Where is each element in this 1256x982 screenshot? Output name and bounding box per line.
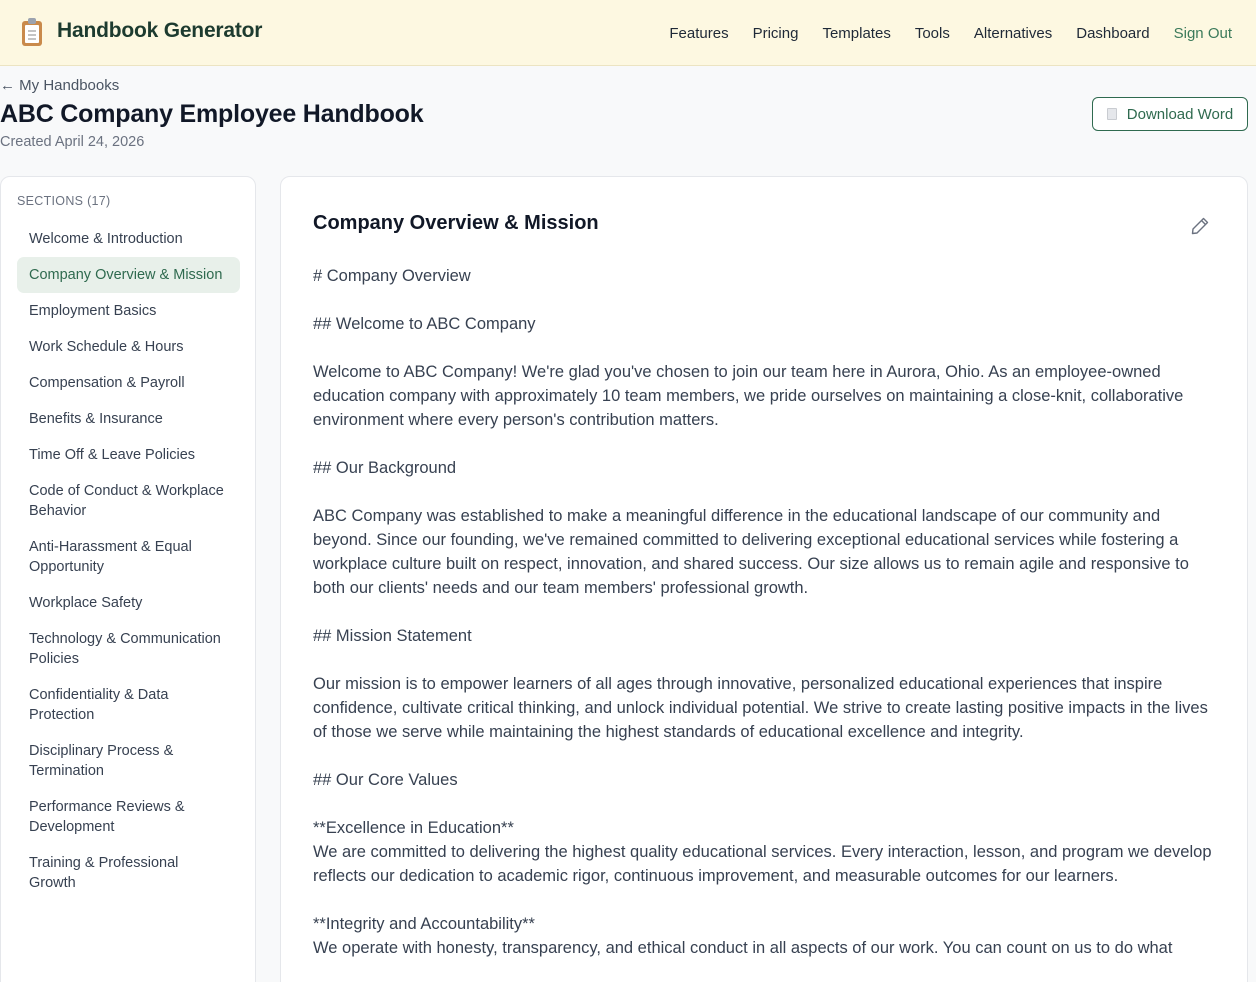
back-to-handbooks-link[interactable]: ← My Handbooks (0, 77, 120, 94)
nav-pricing[interactable]: Pricing (752, 24, 799, 42)
document-icon (1107, 108, 1117, 120)
section-content-panel (280, 176, 1248, 982)
sidebar-section-item[interactable]: Performance Reviews & Development (29, 799, 185, 835)
sidebar-section-item[interactable]: Company Overview & Mission (17, 257, 240, 293)
download-word-button[interactable] (1092, 97, 1248, 131)
nav-dashboard[interactable]: Dashboard (1076, 24, 1150, 42)
sidebar-section-item[interactable]: Welcome & Introduction (29, 231, 183, 247)
sections-sidebar (0, 176, 256, 982)
created-date: Created April 24, 2026 (0, 134, 145, 150)
sidebar-section-item[interactable]: Disciplinary Process & Termination (29, 743, 174, 779)
main-nav (645, 0, 1256, 66)
top-navbar (0, 0, 1256, 66)
nav-alternatives[interactable]: Alternatives (973, 24, 1053, 42)
sidebar-section-item[interactable]: Technology & Communication Policies (29, 631, 221, 667)
download-word-label: Download Word (1126, 105, 1234, 123)
nav-features[interactable]: Features (669, 24, 729, 42)
nav-tools[interactable]: Tools (914, 24, 950, 42)
sidebar-section-item[interactable]: Work Schedule & Hours (29, 339, 184, 355)
sidebar-section-item[interactable]: Compensation & Payroll (29, 375, 185, 391)
page-title: ABC Company Employee Handbook (0, 100, 424, 128)
sidebar-section-item[interactable]: Employment Basics (29, 303, 157, 319)
sign-out-link[interactable]: Sign Out (1173, 24, 1232, 42)
sidebar-section-item[interactable]: Training & Professional Growth (29, 855, 179, 891)
clipboard-icon (20, 18, 44, 46)
brand-name[interactable]: Handbook Generator (57, 19, 263, 42)
sections-list (17, 221, 240, 901)
sidebar-section-item[interactable]: Confidentiality & Data Protection (29, 687, 169, 723)
pencil-icon[interactable] (1189, 215, 1211, 237)
sections-heading: SECTIONS (17) (17, 194, 111, 208)
sidebar-section-item[interactable]: Anti-Harassment & Equal Opportunity (29, 539, 192, 575)
section-body-text[interactable]: # Company Overview ## Welcome to ABC Company Welcome to ABC Company! We're glad you've chosen to join our team here in Aurora, Ohio. As an employee-owned education company with approximately 10 team members, we pride ourselves on maintaining a close-knit, collaborative environment where every person's contribution matters. ## Our Background ABC Company was established to make a meaningful difference in the educational landscape of our community and beyond. Since our founding, we've remained committed to delivering exceptional educational services while fostering a workplace culture built on respect, innovation, and shared success. Our size allows us to remain agile and responsive to both our clients' needs and our team members' professional growth. ## Mission Statement Our mission is to empower learners of all ages through innovative, personalized educational experiences that inspire confidence, cultivate critical thinking, and unlock individual potential. We strive to create lasting positive impacts in the lives of those we serve while maintaining the highest standards of educational excellence and integrity. ## Our Core Values **Excellence in Education** We are committed to delivering the highest quality educational services. Every interaction, lesson, and program we develop reflects our dedication to academic rigor, continuous improvement, and measurable outcomes for our learners. **Integrity and Accountability** We operate with honesty, transparency, and ethical conduct in all aspects of our work. You can count on us to do what (313, 267, 1212, 957)
sidebar-section-item[interactable]: Time Off & Leave Policies (29, 447, 196, 463)
sidebar-section-item[interactable]: Benefits & Insurance (29, 411, 163, 427)
sidebar-section-item[interactable]: Code of Conduct & Workplace Behavior (29, 483, 224, 519)
section-title: Company Overview & Mission (313, 212, 599, 234)
sidebar-section-item[interactable]: Workplace Safety (29, 595, 143, 611)
nav-templates[interactable]: Templates (822, 24, 891, 42)
